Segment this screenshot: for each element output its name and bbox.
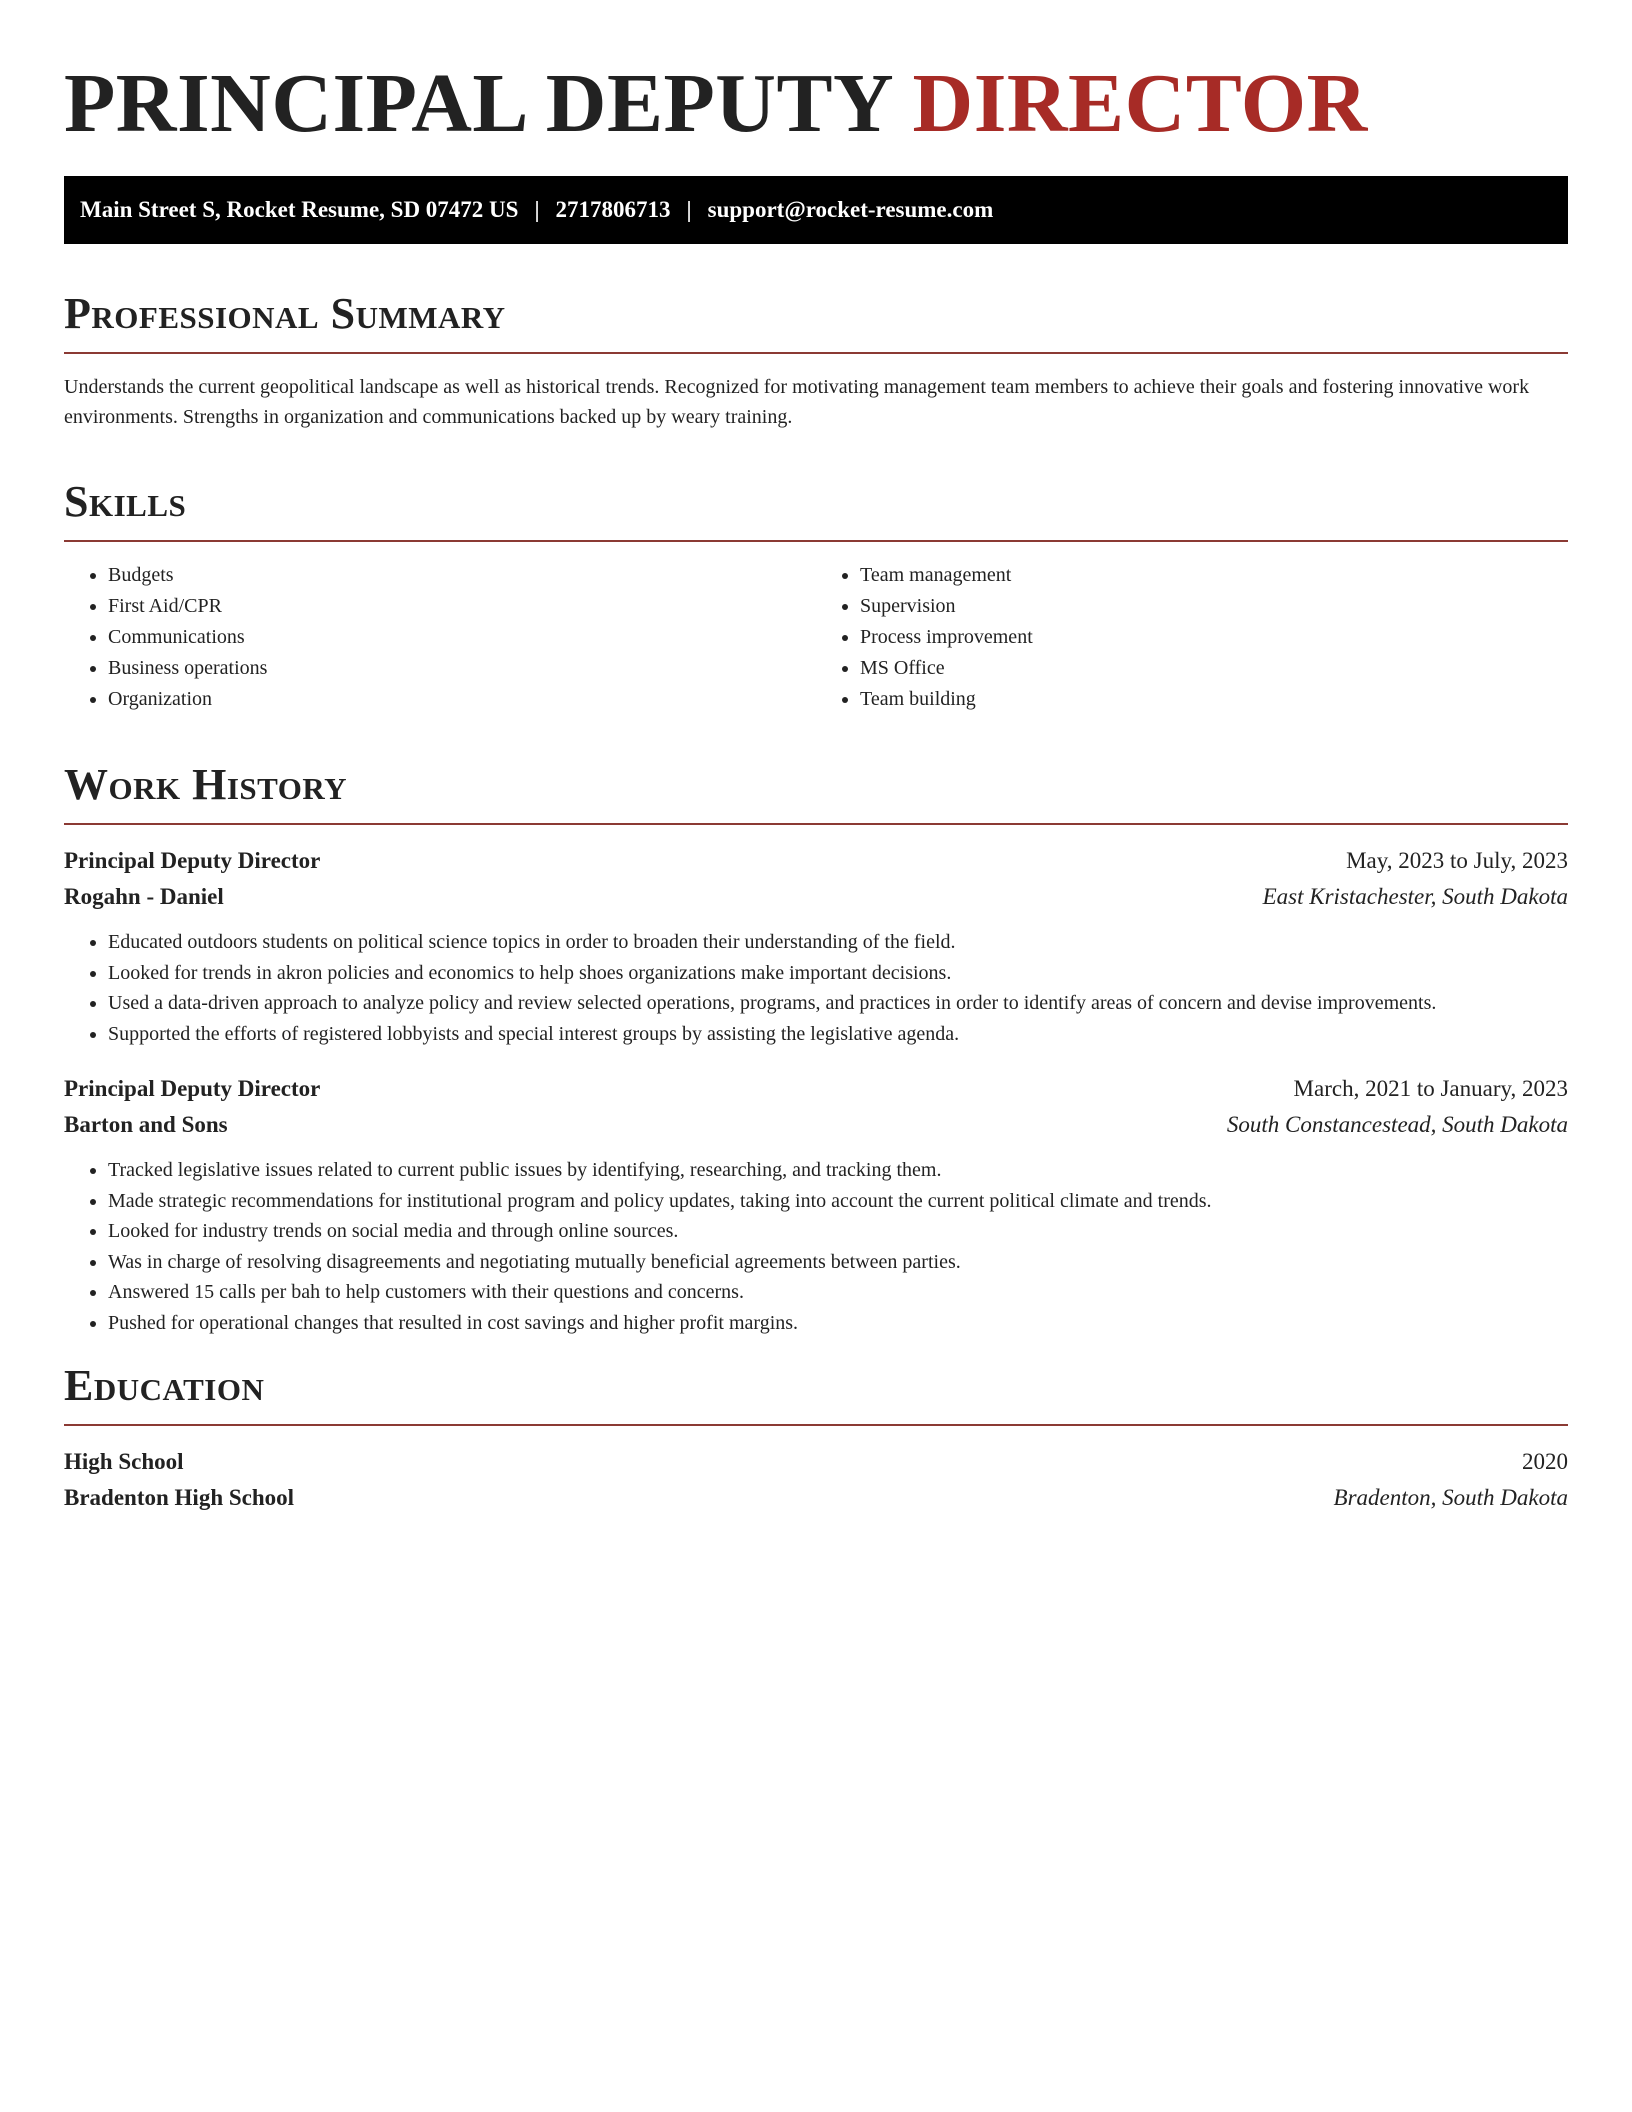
skill-item: • First Aid/CPR (108, 591, 816, 622)
contact-address: Main Street S, Rocket Resume, SD 07472 US (80, 197, 519, 222)
job-bullet: • Supported the efforts of registered lobbyists and special interest groups by assisting the legislative agenda. (108, 1019, 1568, 1050)
skills-list-right (816, 560, 1568, 715)
job-bullet: • Looked for industry trends on social media and through online sources. (108, 1216, 1568, 1247)
job-location: East Kristachester, South Dakota (1262, 884, 1568, 909)
summary-section (64, 290, 1568, 432)
job-bullet: • Was in charge of resolving disagreements and negotiating mutually beneficial agreements between parties. (108, 1247, 1568, 1278)
skill-item: • Organization (108, 684, 816, 715)
contact-phone: 2717806713 (555, 197, 671, 222)
education-year: 2020 (1522, 1449, 1568, 1474)
skills-heading: Skills (64, 477, 187, 526)
job-bullets (64, 927, 1568, 1049)
job-company-row (64, 879, 1568, 915)
job-dates: March, 2021 to January, 2023 (1293, 1076, 1568, 1101)
skill-item: • Team building (860, 684, 1568, 715)
job-header-row (64, 1071, 1568, 1107)
job-company: Barton and Sons (64, 1112, 228, 1137)
job-bullet: • Educated outdoors students on political science topics in order to broaden their understanding of the field. (108, 927, 1568, 958)
contact-separator: | (686, 197, 692, 222)
section-divider (64, 1424, 1568, 1426)
title-name-last: DIRECTOR (912, 57, 1368, 150)
skill-item: • Supervision (860, 591, 1568, 622)
resume-title (64, 56, 1568, 152)
skill-item: • Budgets (108, 560, 816, 591)
job-company-row (64, 1107, 1568, 1143)
section-divider (64, 352, 1568, 354)
job-bullet: • Made strategic recommendations for institutional program and policy updates, taking into account the current political climate and trends. (108, 1186, 1568, 1217)
skill-item: • Team management (860, 560, 1568, 591)
job-location: South Constancestead, South Dakota (1226, 1112, 1568, 1137)
summary-text: Understands the current geopolitical landscape as well as historical trends. Recognized for motivating management team members to achieve their goals and fostering innovative work environments. Strengths in organization and communications backed up by weary training. (64, 376, 1530, 428)
job-bullet: • Used a data-driven approach to analyze policy and review selected operations, programs, and practices in order to identify areas of concern and devise improvements. (108, 988, 1568, 1019)
skills-list-left (64, 560, 816, 715)
job-bullet: • Looked for trends in akron policies and economics to help shoes organizations make important decisions. (108, 958, 1568, 989)
skill-item: • Communications (108, 622, 816, 653)
job-dates: May, 2023 to July, 2023 (1346, 848, 1568, 873)
education-heading: Education (64, 1361, 265, 1410)
job-bullet: • Tracked legislative issues related to current public issues by identifying, researching, and tracking them. (108, 1155, 1568, 1186)
skills-section (64, 478, 1568, 715)
education-location: Bradenton, South Dakota (1333, 1485, 1568, 1510)
job-header-row (64, 843, 1568, 879)
education-degree: High School (64, 1449, 184, 1474)
education-school-row (64, 1480, 1568, 1516)
section-divider (64, 823, 1568, 825)
skill-item: • Process improvement (860, 622, 1568, 653)
job-bullets (64, 1155, 1568, 1338)
job-company: Rogahn - Daniel (64, 884, 224, 909)
contact-email: support@rocket-resume.com (707, 197, 994, 222)
work-history-heading: Work History (64, 760, 348, 809)
title-name-first: PRINCIPAL DEPUTY (64, 57, 892, 150)
skill-item: • Business operations (108, 653, 816, 684)
education-school: Bradenton High School (64, 1485, 295, 1510)
work-history-section (64, 761, 1568, 1338)
summary-heading: Professional Summary (64, 289, 506, 338)
section-divider (64, 540, 1568, 542)
contact-separator: | (534, 197, 540, 222)
education-degree-row (64, 1444, 1568, 1480)
job-bullet: • Answered 15 calls per bah to help customers with their questions and concerns. (108, 1277, 1568, 1308)
job-title: Principal Deputy Director (64, 848, 321, 873)
education-section (64, 1362, 1568, 1516)
job-entry (64, 843, 1568, 1049)
contact-bar (64, 176, 1568, 244)
job-entry (64, 1071, 1568, 1338)
skills-columns (64, 560, 1568, 715)
skill-item: • MS Office (860, 653, 1568, 684)
job-title: Principal Deputy Director (64, 1076, 321, 1101)
job-bullet: • Pushed for operational changes that resulted in cost savings and higher profit margins. (108, 1308, 1568, 1339)
